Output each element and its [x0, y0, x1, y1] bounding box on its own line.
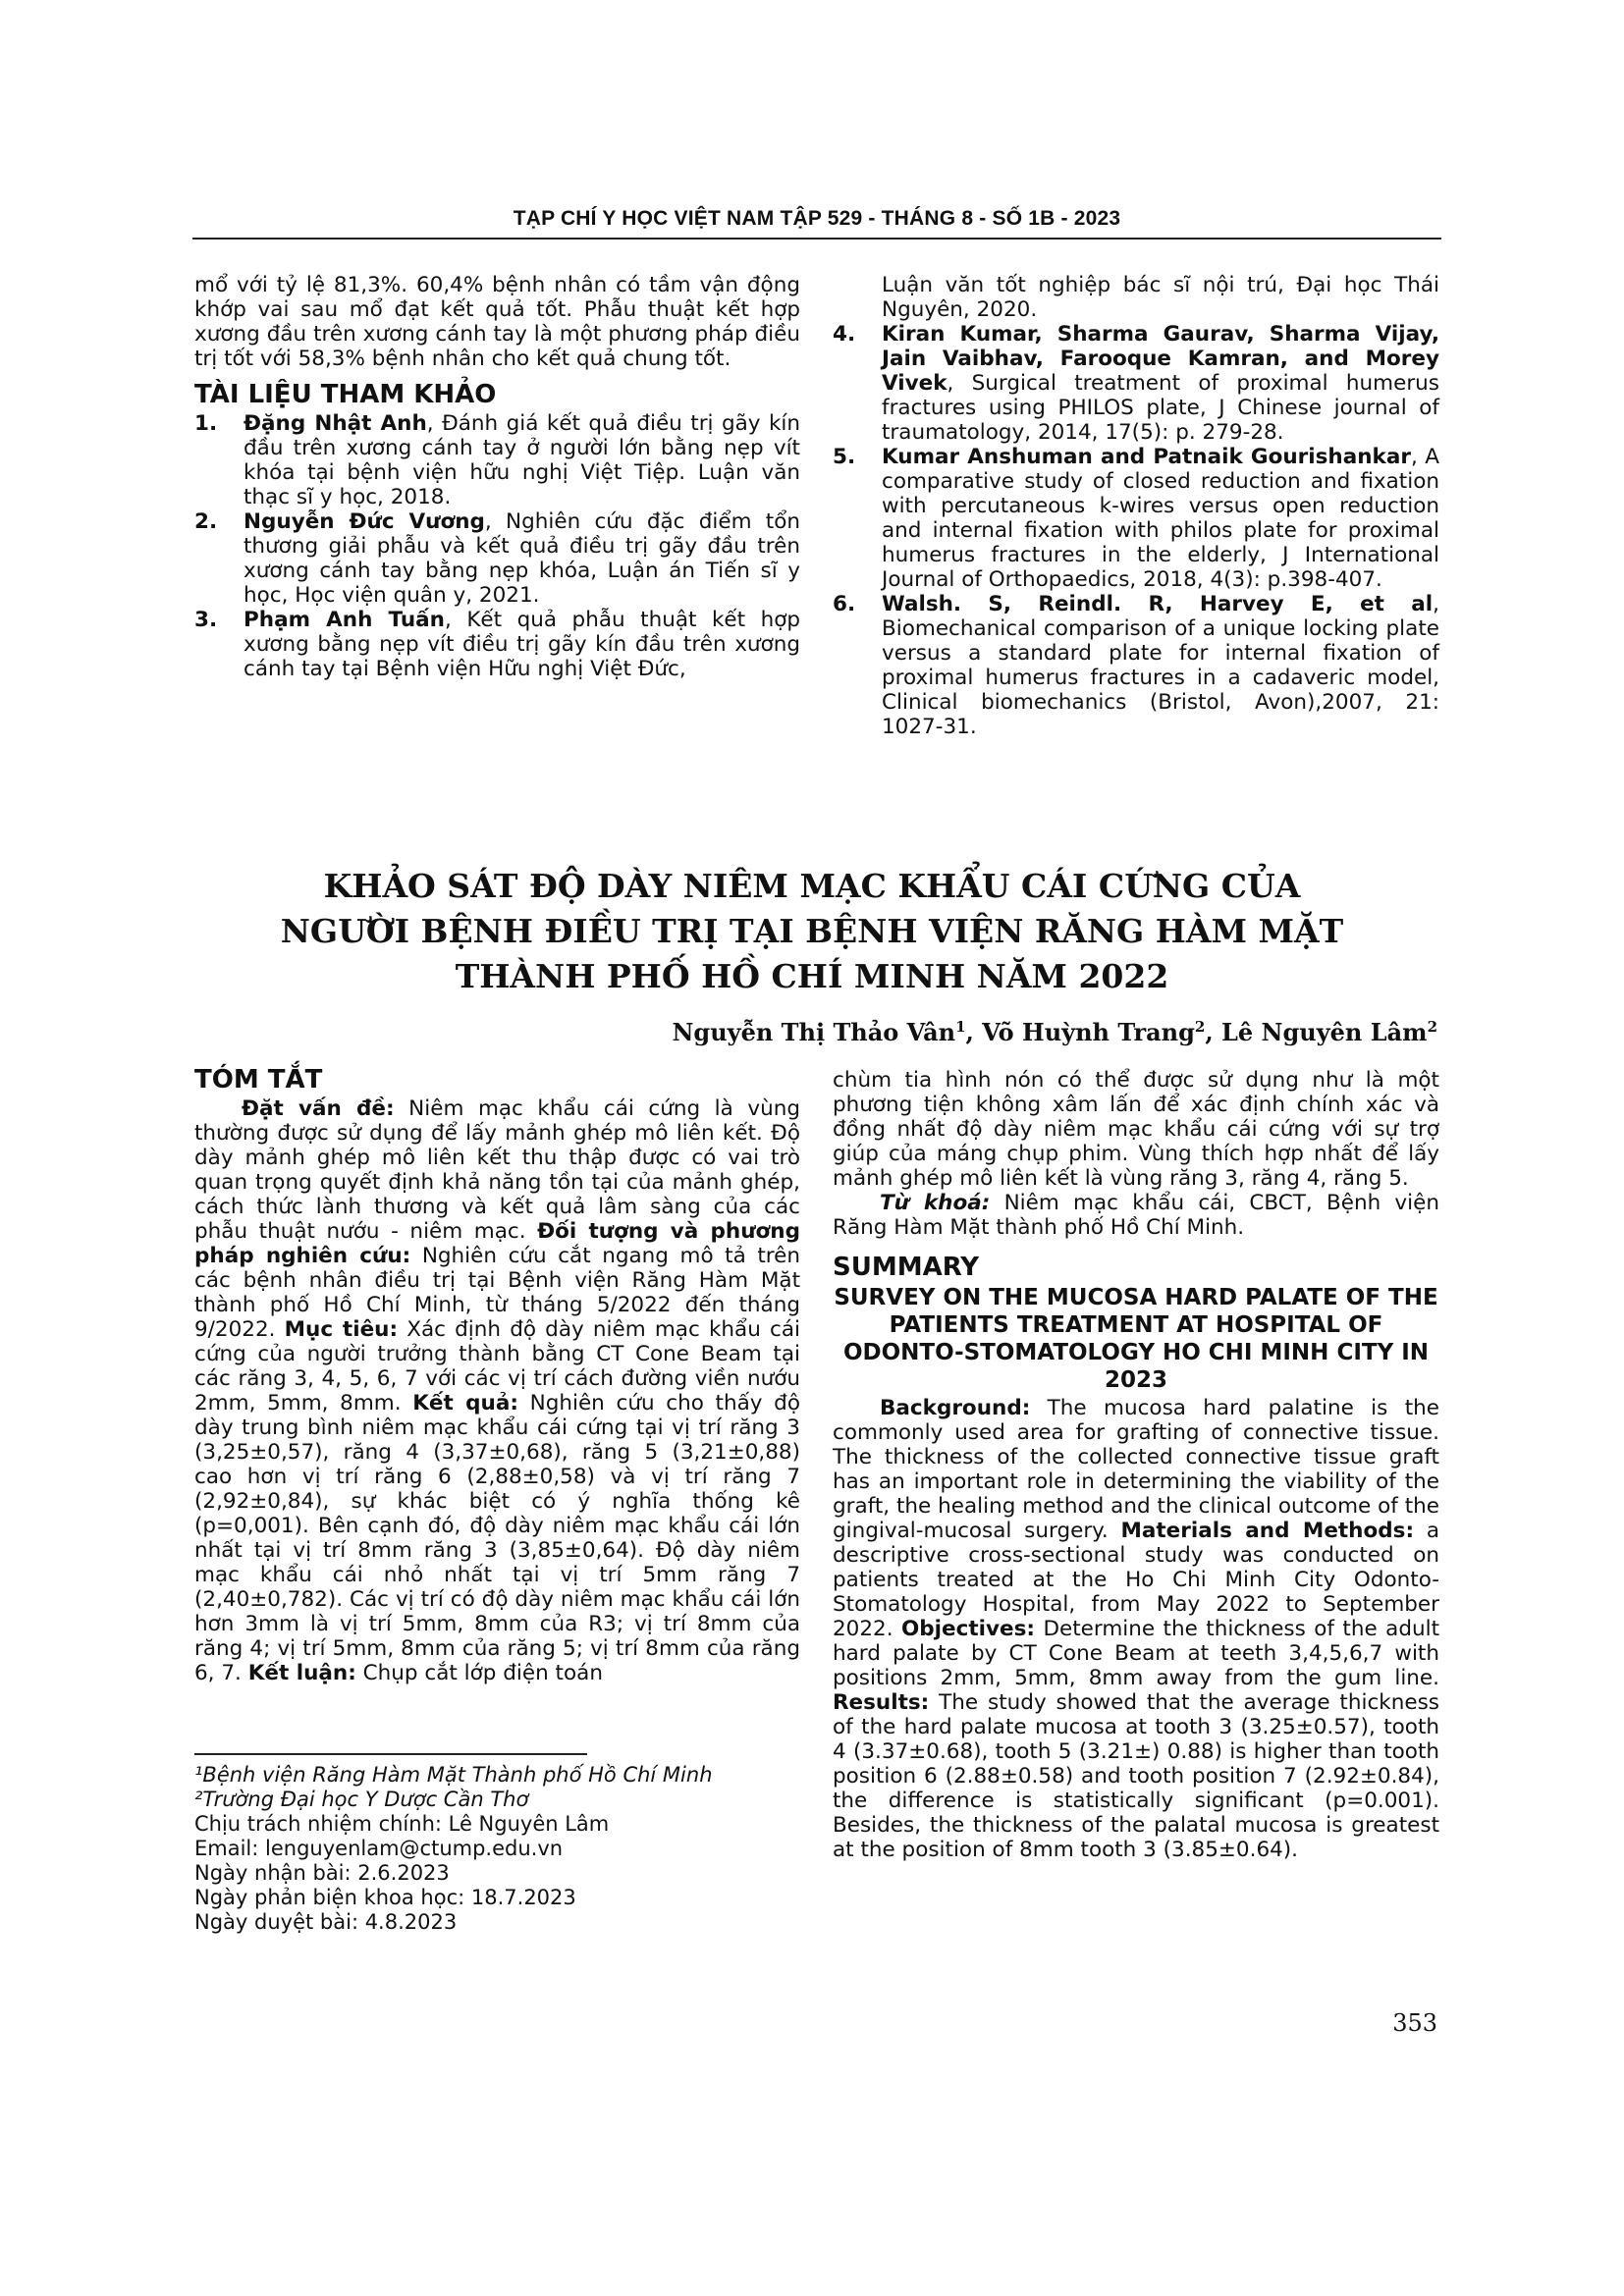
author-affiliation-mark: 2	[1427, 1018, 1437, 1036]
prev-conclusion-text: mổ với tỷ lệ 81,3%. 60,4% bệnh nhân có tầm vận động khớp vai sau mổ đạt kết quả tốt. Phẫu thuật kết hợp xương đầu trên xương cánh tay là một phương pháp điều trị tốt với 58,3% bệnh nhân cho kết quả chung tốt.	[194, 273, 800, 371]
footnotes	[194, 1763, 800, 1935]
prev-article-right-column	[833, 273, 1439, 739]
responsible-author: Chịu trách nhiệm chính: Lê Nguyên Lâm	[194, 1812, 610, 1836]
reference-authors: Kumar Anshuman and Patnaik Gourishankar	[882, 445, 1411, 469]
references-title: TÀI LIỆU THAM KHẢO	[194, 380, 497, 409]
summary-text: a descriptive cross-sectional study was conducted on patients treated at the Ho Chi Minh City Odonto-Stomatology Hospital, from May 2022 to September 2022.	[833, 1519, 1439, 1641]
reference-number: 1.	[194, 411, 218, 436]
contact-email: Email: lenguyenlam@ctump.edu.vn	[194, 1837, 564, 1860]
prev-conclusion	[194, 273, 800, 371]
abstract-label: Kết quả:	[412, 1391, 518, 1415]
reference-item	[194, 509, 800, 608]
abstract-text: Nghiên cứu cắt ngang mô tả trên các bệnh nhân điều trị tại Bệnh viện Răng Hàm Mặt thành phố Hồ Chí Minh, từ tháng 5/2022 đến tháng 9/2022.	[194, 1244, 800, 1342]
reference-text: , Biomechanical comparison of a unique locking plate versus a standard plate for internal fixation of proximal humerus fractures in a cadaveric model, Clinical biomechanics (Bristol, Avon),2007, 21: 1027-31.	[882, 592, 1439, 739]
reference-text: , Nghiên cứu đặc điểm tổn thương giải phẫu và kết quả điều trị gãy đầu trên xương cánh tay bằng nẹp khóa, Luận án Tiến sĩ y học, Học viện quân y, 2021.	[244, 509, 800, 608]
reference-authors: Phạm Anh Tuấn	[244, 608, 445, 632]
keywords	[833, 1191, 1439, 1240]
article-title-line: KHẢO SÁT ĐỘ DÀY NIÊM MẠC KHẨU CÁI CỨNG CỦA	[323, 867, 1301, 905]
reference-authors: Đặng Nhật Anh	[244, 411, 427, 436]
abstract-label: Đặt vấn đề:	[242, 1096, 395, 1121]
abstract-text: Xác định độ dày niêm mạc khẩu cái cứng của người trưởng thành bằng CT Cone Beam tại các răng 3, 4, 5, 6, 7 với các vị trí cách đường viền nướu 2mm, 5mm, 8mm.	[194, 1317, 800, 1415]
abstract-text: chùm tia hình nón có thể được sử dụng như là một phương tiện không xâm lấn để xác định chính xác và đồng nhất độ dày niêm mạc khẩu cái cứng với sự trợ giúp của máng chụp phim. Vùng thích hợp nhất để lấy mảnh ghép mô liên kết là vùng răng 3, răng 4, răng 5.	[833, 1068, 1439, 1191]
reference-number: 5.	[833, 445, 856, 469]
summary-label: Objectives:	[901, 1617, 1036, 1641]
reference-item	[194, 411, 800, 509]
footnote-rule	[194, 1753, 587, 1755]
header-rule	[192, 238, 1441, 240]
page-number: 353	[1392, 2009, 1437, 2037]
summary-text: Determine the thickness of the adult hard palate by CT Cone Beam at teeth 3,4,5,6,7 with positions 2mm, 5mm, 8mm away from the gum line.	[833, 1617, 1439, 1690]
prev-article-left-column	[194, 273, 800, 681]
author-affiliation-mark: 2	[1194, 1018, 1206, 1036]
summary-label: Background:	[880, 1396, 1031, 1420]
author-separator: ,	[965, 1018, 983, 1046]
abstract-label: Đối tượng và phương pháp nghiên cứu:	[194, 1219, 800, 1268]
reference-number: 6.	[833, 592, 856, 616]
references-list-right	[833, 273, 1439, 739]
article-title	[255, 864, 1369, 999]
date-accepted: Ngày duyệt bài: 4.8.2023	[194, 1910, 458, 1934]
references-list-left	[194, 411, 800, 681]
reference-authors: Kiran Kumar, Sharma Gaurav, Sharma Vijay, Jain Vaibhav, Farooque Kamran, and Morey Vivek	[882, 322, 1439, 396]
summary-label: Results:	[833, 1690, 930, 1715]
summary-label: Materials and Methods:	[1120, 1519, 1415, 1543]
reference-item	[833, 322, 1439, 445]
affiliation-1: ¹Bệnh viện Răng Hàm Mặt Thành phố Hồ Chí Minh	[194, 1763, 713, 1787]
reference-text: , Surgical treatment of proximal humerus fractures using PHILOS plate, J Chinese journal of traumatology, 2014, 17(5): p. 279-28.	[882, 371, 1439, 445]
author-name: Võ Huỳnh Trang	[982, 1018, 1195, 1046]
abstract-title: TÓM TẮT	[194, 1065, 323, 1095]
running-header: TẠP CHÍ Y HỌC VIỆT NAM TẬP 529 - THÁNG 8 - SỐ 1B - 2023	[513, 207, 1121, 230]
reference-item	[833, 445, 1439, 592]
date-reviewed: Ngày phản biện khoa học: 18.7.2023	[194, 1886, 576, 1909]
reference-number: 2.	[194, 509, 218, 534]
reference-item	[833, 592, 1439, 739]
keywords-label: Từ khoá:	[880, 1191, 991, 1215]
abstract-left-column	[194, 1065, 800, 1685]
summary-subtitle: SURVEY ON THE MUCOSA HARD PALATE OF THE PATIENTS TREATMENT AT HOSPITAL OF ODONTO-STOMATOLOGY HO CHI MINH CITY IN 2023	[834, 1285, 1438, 1393]
reference-authors: Walsh. S, Reindl. R, Harvey E, et al	[882, 592, 1434, 616]
summary-text: The mucosa hard palatine is the commonly used area for grafting of connective tissue. The thickness of the collected connective tissue graft has an important role in determining the viability of the graft, the healing method and the clinical outcome of the gingival-mucosal surgery.	[833, 1396, 1439, 1543]
reference-text: , Kết quả phẫu thuật kết hợp xương bằng nẹp vít điều trị gãy kín đầu trên xương cánh tay tại Bệnh viện Hữu nghị Việt Đức,	[244, 608, 800, 681]
author-name: Lê Nguyên Lâm	[1221, 1018, 1428, 1046]
summary-text: The study showed that the average thickness of the hard palate mucosa at tooth 3 (3.25±0.57), tooth 4 (3.37±0.68), tooth 5 (3.21±) 0.88) is higher than tooth position 6 (2.88±0.58) and tooth position 7 (2.92±0.84), the difference is statistically significant (p=0.001). Besides, the thickness of the palatal mucosa is greatest at the position of 8mm tooth 3 (3.85±0.64).	[833, 1690, 1439, 1862]
abstract-text: Niêm mạc khẩu cái cứng là vùng thường được sử dụng để lấy mảnh ghép mô liên kết. Độ dày mảnh ghép mô liên kết thu thập được có vai trò quan trọng quyết định khả năng tồn tại của mảnh ghép, cách thức lành thương và kết quả lâm sàng của các phẫu thuật nướu - niêm mạc.	[194, 1096, 800, 1244]
reference-item-continued	[833, 273, 1439, 322]
abstract-text: Nghiên cứu cho thấy độ dày trung bình niêm mạc khẩu cái cứng tại vị trí răng 3 (3,25±0,57), răng 4 (3,37±0,68), răng 5 (3,21±0,88) cao hơn vị trí răng 6 (2,88±0,58) và vị trí răng 7 (2,92±0,84), sự khác biệt có ý nghĩa thống kê (p=0,001). Bên cạnh đó, độ dày niêm mạc khẩu cái lớn nhất tại vị trí 8mm răng 3 (3,85±0,64). Độ dày niêm mạc khẩu cái nhỏ nhất tại vị trí 5mm răng 7 (2,40±0,782). Các vị trí có độ dày niêm mạc khẩu cái lớn hơn 3mm là vị trí 5mm, 8mm của R3; vị trí 8mm của răng 4; vị trí 5mm, 8mm của răng 5; vị trí 8mm của răng 6, 7.	[194, 1391, 800, 1685]
article-authors	[672, 1018, 1437, 1046]
summary-body	[833, 1396, 1439, 1862]
abstract-right-column	[833, 1068, 1439, 1862]
abstract-label: Kết luận:	[247, 1661, 356, 1685]
reference-text: , A comparative study of closed reduction and fixation with percutaneous k-wires versus open reduction and internal fixation with philos plate for proximal humerus fractures in the elderly, J International Journal of Orthopaedics, 2018, 4(3): p.398-407.	[882, 445, 1439, 592]
keywords-text: Niêm mạc khẩu cái, CBCT, Bệnh viện Răng Hàm Mặt thành phố Hồ Chí Minh.	[833, 1191, 1439, 1240]
reference-number: 4.	[833, 322, 856, 347]
abstract-body	[194, 1096, 800, 1685]
reference-text: Luận văn tốt nghiệp bác sĩ nội trú, Đại học Thái Nguyên, 2020.	[882, 273, 1439, 322]
affiliation-2: ²Trường Đại học Y Dược Cần Thơ	[194, 1788, 529, 1811]
reference-number: 3.	[194, 608, 218, 632]
abstract-continued	[833, 1068, 1439, 1191]
article-title-line: NGƯỜI BỆNH ĐIỀU TRỊ TẠI BỆNH VIỆN RĂNG HÀM MẶT	[280, 912, 1344, 950]
author-affiliation-mark: 1	[955, 1018, 966, 1036]
reference-item	[194, 608, 800, 681]
author-separator: ,	[1205, 1018, 1222, 1046]
abstract-label: Mục tiêu:	[284, 1317, 399, 1342]
abstract-text: Chụp cắt lớp điện toán	[355, 1661, 603, 1685]
reference-authors: Nguyễn Đức Vương	[244, 509, 485, 534]
author-name: Nguyễn Thị Thảo Vân	[672, 1018, 956, 1046]
summary-title: SUMMARY	[833, 1253, 980, 1282]
article-title-line: THÀNH PHỐ HỒ CHÍ MINH NĂM 2022	[455, 957, 1169, 995]
date-received: Ngày nhận bài: 2.6.2023	[194, 1861, 450, 1885]
reference-text: , Đánh giá kết quả điều trị gãy kín đầu trên xương cánh tay ở người lớn bằng nẹp vít khóa tại bệnh viện hữu nghị Việt Tiệp. Luận văn thạc sĩ y học, 2018.	[244, 411, 801, 509]
